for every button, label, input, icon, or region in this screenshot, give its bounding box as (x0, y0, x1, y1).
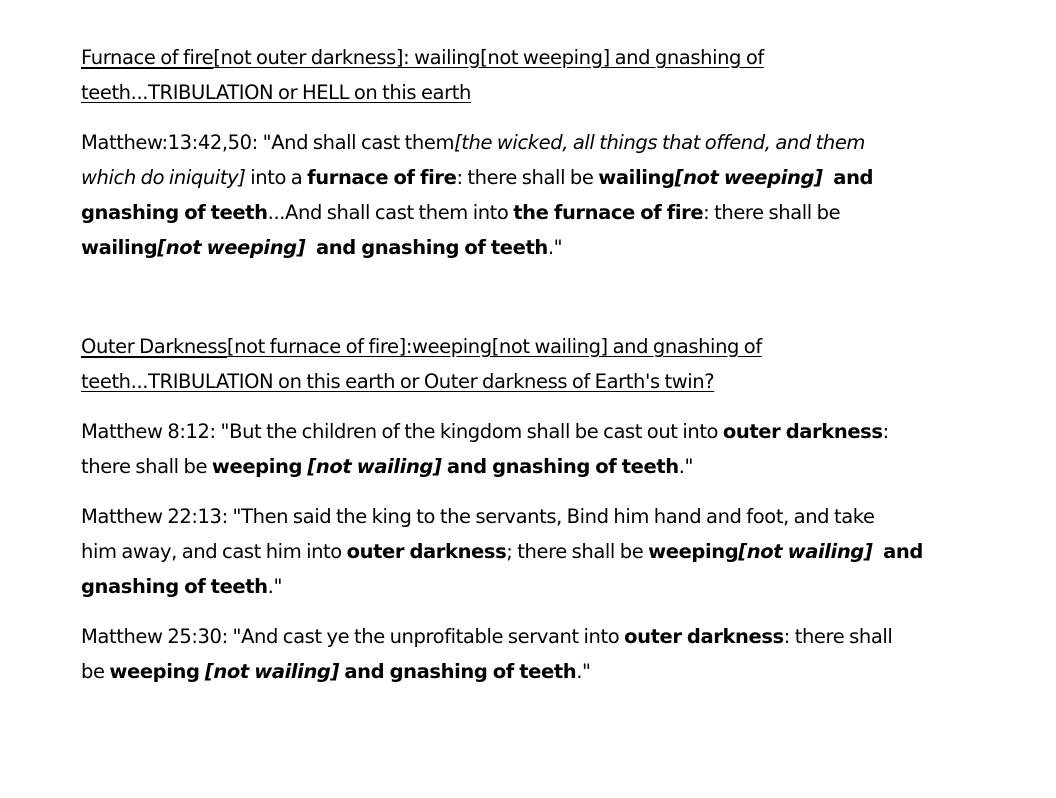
verse-text: Matthew:13:42,50: "And shall cast them (81, 131, 455, 154)
verse-bracket-note: [not wailing] (307, 455, 442, 478)
verse-text: ." (267, 575, 283, 598)
verse-line (81, 569, 981, 604)
verse-text: : (882, 420, 889, 443)
verse-text: : there shall be (703, 201, 841, 224)
heading-bracket-note: [not weeping] (480, 46, 610, 69)
verse-line (81, 619, 981, 654)
verse-emphasis: weeping (211, 455, 308, 478)
verse-emphasis: and gnashing of teeth (441, 455, 679, 478)
document-body (81, 40, 981, 689)
verse-bracket-note: [not weeping] (674, 166, 823, 189)
verse-emphasis: and gnashing of teeth (305, 236, 548, 259)
verse-emphasis: weeping (109, 660, 205, 683)
verse-text: Matthew 8:12: "But the children of the kingdom shall be cast out into (81, 420, 723, 443)
section1-heading-line2: teeth...TRIBULATION or HELL on this earth (81, 81, 471, 104)
verse-line (81, 230, 981, 265)
heading-bracket-note: [not furnace of fire]: (226, 335, 413, 358)
verse-text: ." (576, 660, 591, 683)
heading-term: Furnace of fire (81, 46, 214, 69)
verse-emphasis: and (822, 166, 874, 189)
verse-text: ...And shall cast them into (267, 201, 514, 224)
verse-emphasis: gnashing of teeth (81, 575, 268, 598)
verse-emphasis: outer darkness (624, 625, 784, 648)
verse-line (81, 125, 981, 160)
verse-line (81, 449, 981, 484)
heading-text: and gnashing of (607, 335, 762, 358)
verse-emphasis: outer darkness (722, 420, 883, 443)
verse-text: be (81, 660, 110, 683)
verse-bracket-note: [not wailing] (204, 660, 340, 683)
verse-emphasis: the furnace of fire (513, 201, 704, 224)
verse-line (81, 654, 981, 689)
heading-term: Outer Darkness (81, 335, 227, 358)
verse-emphasis: weeping (648, 540, 739, 563)
verse-text: : there shall (783, 625, 893, 648)
verse-line (81, 195, 981, 230)
heading-term: weeping (412, 335, 492, 358)
section2-heading-line1 (81, 329, 981, 364)
verse-line (81, 414, 981, 449)
verse-line (81, 534, 981, 569)
verse-emphasis: gnashing of teeth (81, 201, 268, 224)
verse-emphasis: wailing (598, 166, 675, 189)
section1-heading-line1 (81, 40, 981, 75)
verse-emphasis: furnace of fire (307, 166, 457, 189)
verse-line (81, 160, 981, 195)
heading-text: and gnashing of (609, 46, 764, 69)
verse-text: ." (547, 236, 563, 259)
heading-bracket-note: [not wailing] (491, 335, 608, 358)
verse-text: : there shall be (456, 166, 599, 189)
verse-emphasis: wailing (81, 236, 158, 259)
verse-text: him away, and cast him into (81, 540, 347, 563)
verse-italic-note: which do iniquity] (81, 166, 246, 189)
verse-emphasis: and (872, 540, 923, 563)
verse-text: into a (245, 166, 308, 189)
verse-line: Matthew 22:13: "Then said the king to the servants, Bind him hand and foot, and take (81, 505, 875, 528)
verse-bracket-note: [not wailing] (738, 540, 873, 563)
verse-emphasis: outer darkness (346, 540, 507, 563)
verse-text: there shall be (81, 455, 212, 478)
heading-term: wailing (409, 46, 481, 69)
verse-italic-note: [the wicked, all things that offend, and them (454, 131, 866, 154)
verse-emphasis: and gnashing of teeth (339, 660, 577, 683)
verse-text: Matthew 25:30: "And cast ye the unprofitable servant into (81, 625, 625, 648)
verse-bracket-note: [not weeping] (157, 236, 306, 259)
heading-bracket-note: [not outer darkness]: (213, 46, 410, 69)
section2-heading-line2: teeth...TRIBULATION on this earth or Outer darkness of Earth's twin? (81, 370, 715, 393)
verse-text: ." (678, 455, 694, 478)
verse-text: ; there shall be (506, 540, 649, 563)
